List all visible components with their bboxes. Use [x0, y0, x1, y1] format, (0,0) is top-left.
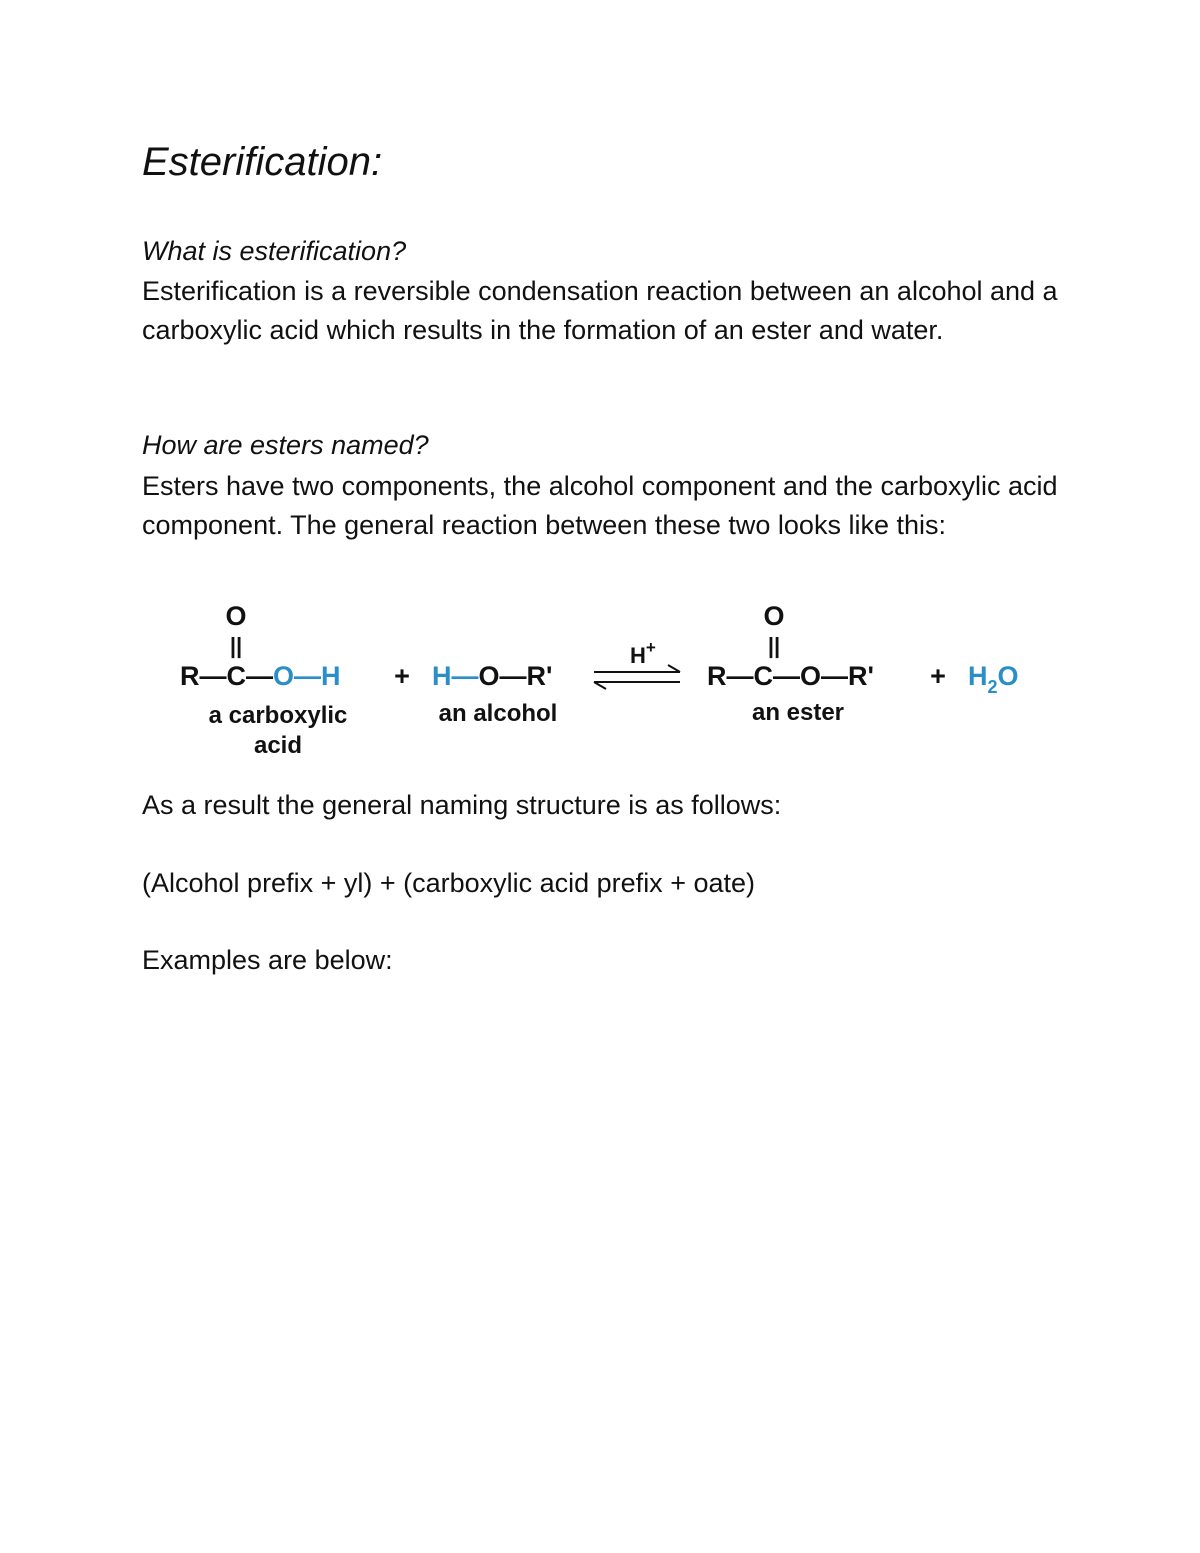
water-o: O	[997, 661, 1019, 691]
plus-sign-2: +	[930, 661, 946, 691]
page-title: Esterification:	[142, 140, 383, 184]
ester-double-bond: ||	[767, 633, 781, 658]
esterification-reaction-diagram	[170, 595, 1040, 765]
naming-formula: (Alcohol prefix + yl) + (carboxylic acid prefix + oate)	[142, 868, 755, 898]
water-formula	[968, 661, 1019, 697]
acid-chain-black: R—C—	[180, 661, 273, 691]
acid-chain-blue: O—H	[273, 661, 341, 691]
water-subscript: 2	[987, 677, 998, 697]
examples-intro: Examples are below:	[142, 945, 393, 975]
acid-label-line1: a carboxylic	[208, 702, 348, 729]
alcohol-chain-black: O—R'	[478, 661, 553, 691]
ester-oxygen-top: O	[763, 601, 785, 631]
question-how-are-esters-named: How are esters named?	[142, 430, 429, 460]
acid-oxygen-top: O	[225, 601, 247, 631]
ester-label: an ester	[751, 699, 845, 726]
acid-label-line2: acid	[253, 732, 303, 759]
ester-formula: R—C—O—R'	[707, 661, 874, 691]
answer-what-is-esterification: Esterification is a reversible condensation reaction between an alcohol and a carboxylic acid which results in the formation of an ester and water.	[142, 276, 1058, 345]
answer-how-are-esters-named: Esters have two components, the alcohol component and the carboxylic acid component. The general reaction between these two looks like this:	[142, 471, 1058, 540]
alcohol-chain-blue: H—	[432, 661, 479, 691]
question-what-is-esterification: What is esterification?	[142, 236, 407, 266]
catalyst-h: H	[630, 643, 646, 668]
acid-formula	[180, 661, 341, 691]
acid-double-bond: ||	[229, 633, 243, 658]
catalyst-label	[630, 638, 656, 668]
alcohol-label: an alcohol	[438, 700, 558, 727]
water-h: H	[968, 661, 988, 691]
catalyst-charge: +	[645, 638, 656, 657]
alcohol-formula	[432, 661, 552, 691]
plus-sign-1: +	[394, 661, 410, 691]
equilibrium-arrows	[594, 665, 680, 689]
naming-structure-intro: As a result the general naming structure is as follows:	[142, 790, 782, 820]
